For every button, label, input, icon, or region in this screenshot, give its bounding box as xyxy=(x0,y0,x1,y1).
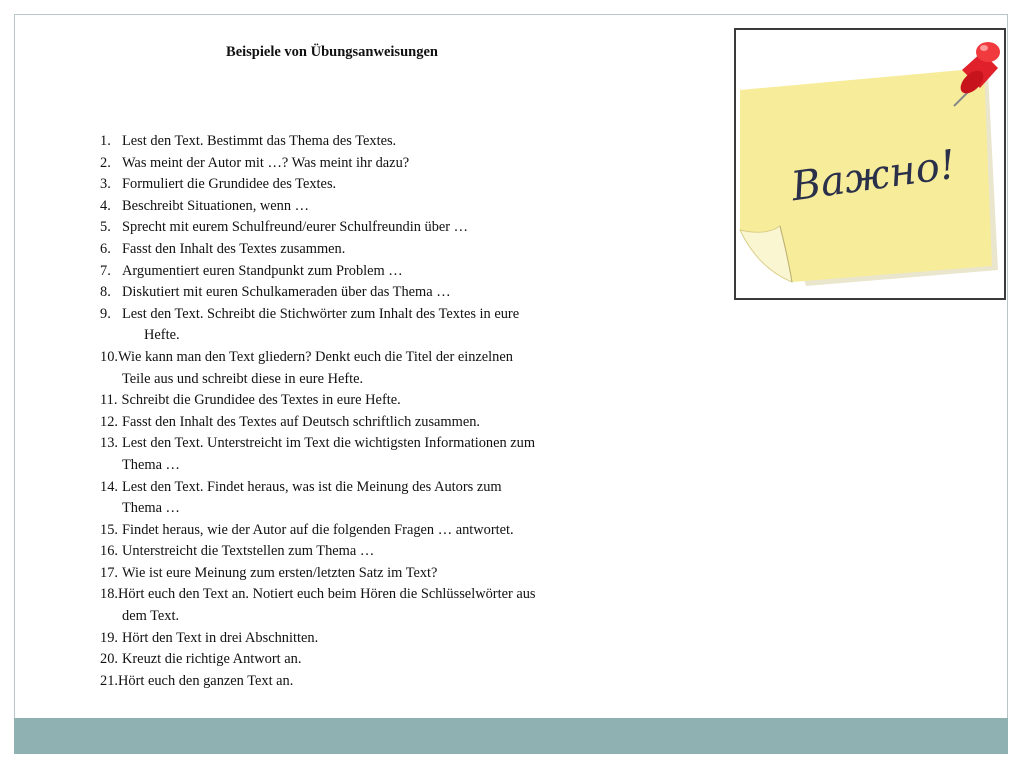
list-item-text: Wie kann man den Text gliedern? Denkt euch die Titel der einzelnen xyxy=(118,348,513,365)
list-item-continuation: Hefte. xyxy=(144,327,180,344)
list-item-text: Kreuzt die richtige Antwort an. xyxy=(122,651,302,668)
list-item-continuation: Thema … xyxy=(122,456,180,473)
list-item-text: Lest den Text. Findet heraus, was ist die Meinung des Autors zum xyxy=(122,478,502,495)
list-item-text: Lest den Text. Unterstreicht im Text die wichtigsten Informationen zum xyxy=(122,435,536,452)
list-item-number: 6. xyxy=(100,240,111,257)
list-item-number: 1. xyxy=(100,133,111,149)
list-item xyxy=(100,671,630,693)
list-item xyxy=(100,412,630,434)
list-item-text: Hört euch den ganzen Text an. xyxy=(118,672,294,689)
list-item-text: Wie ist eure Meinung zum ersten/letzten Satz im Text? xyxy=(122,564,438,581)
list-item-number: 7. xyxy=(100,262,111,279)
list-item-text: Unterstreicht die Textstellen zum Thema … xyxy=(122,543,375,560)
note-text: Важно! xyxy=(788,141,959,211)
instruction-list xyxy=(100,131,630,692)
list-item xyxy=(100,282,630,304)
list-item-number: 9. xyxy=(100,305,111,322)
list-item-number: 15. xyxy=(100,521,118,538)
list-item-text: Was meint der Autor mit …? Was meint ihr dazu? xyxy=(122,154,410,171)
footer-band xyxy=(14,718,1008,754)
list-item-number: 18. xyxy=(100,586,118,603)
list-item-text: Lest den Text. Schreibt die Stichwörter zum Inhalt des Textes in eure xyxy=(122,305,520,322)
list-item-number: 4. xyxy=(100,197,111,214)
list-item xyxy=(100,520,630,542)
list-item-number: 16. xyxy=(100,543,118,560)
list-item xyxy=(100,174,630,196)
list-item-number: 10. xyxy=(100,348,118,365)
sticky-note-image xyxy=(734,28,1006,300)
list-item xyxy=(100,433,630,476)
list-item xyxy=(100,131,630,153)
list-item-text: Fasst den Inhalt des Textes auf Deutsch schriftlich zusammen. xyxy=(122,413,481,430)
list-item xyxy=(100,304,630,347)
list-item-text: Diskutiert mit euren Schulkameraden über das Thema … xyxy=(122,284,451,301)
list-item xyxy=(100,584,630,627)
list-item-number: 5. xyxy=(100,219,111,236)
list-item-number: 3. xyxy=(100,176,111,193)
list-item-text: Formuliert die Grundidee des Textes. xyxy=(122,176,337,193)
list-item-text: Fasst den Inhalt des Textes zusammen. xyxy=(122,240,346,257)
list-item xyxy=(100,261,630,283)
list-item-text: Hört euch den Text an. Notiert euch beim Hören die Schlüsselwörter aus xyxy=(118,586,536,603)
list-item-text: Beschreibt Situationen, wenn … xyxy=(122,197,310,214)
list-item xyxy=(100,239,630,261)
list-item-text: Argumentiert euren Standpunkt zum Problem … xyxy=(122,262,403,279)
list-item-text: Findet heraus, wie der Autor auf die folgenden Fragen … antwortet. xyxy=(122,521,514,538)
list-item xyxy=(100,217,630,239)
list-item-number: 11. xyxy=(100,392,118,409)
list-item-text: Lest den Text. Bestimmt das Thema des Textes. xyxy=(122,133,397,149)
list-item-text: Sprecht mit eurem Schulfreund/eurer Schulfreundin über … xyxy=(122,219,469,236)
list-item xyxy=(100,477,630,520)
page-title: Beispiele von Übungsanweisungen xyxy=(226,44,438,60)
list-item-number: 12. xyxy=(100,413,118,430)
list-item xyxy=(100,347,630,390)
sticky-note-illustration xyxy=(736,30,1004,298)
list-item xyxy=(100,196,630,218)
list-item-number: 14. xyxy=(100,478,118,495)
list-item-text: Hört den Text in drei Abschnitten. xyxy=(122,629,319,646)
list-item-number: 20. xyxy=(100,651,118,668)
list-item-number: 8. xyxy=(100,284,111,301)
list-item-continuation: Thema … xyxy=(122,500,180,517)
list-item xyxy=(100,390,630,412)
list-item-text: Schreibt die Grundidee des Textes in eure Hefte. xyxy=(121,392,401,409)
list-item-number: 2. xyxy=(100,154,111,171)
list-item-number: 17. xyxy=(100,564,118,581)
list-item xyxy=(100,563,630,585)
list-item xyxy=(100,153,630,175)
list-item-number: 19. xyxy=(100,629,118,646)
list-item xyxy=(100,541,630,563)
list-item-number: 21. xyxy=(100,672,118,689)
list-item-number: 13. xyxy=(100,435,118,452)
list-item xyxy=(100,628,630,650)
list-item-continuation: dem Text. xyxy=(122,608,180,625)
list-item-continuation: Teile aus und schreibt diese in eure Hefte. xyxy=(122,370,364,387)
list-item xyxy=(100,649,630,671)
